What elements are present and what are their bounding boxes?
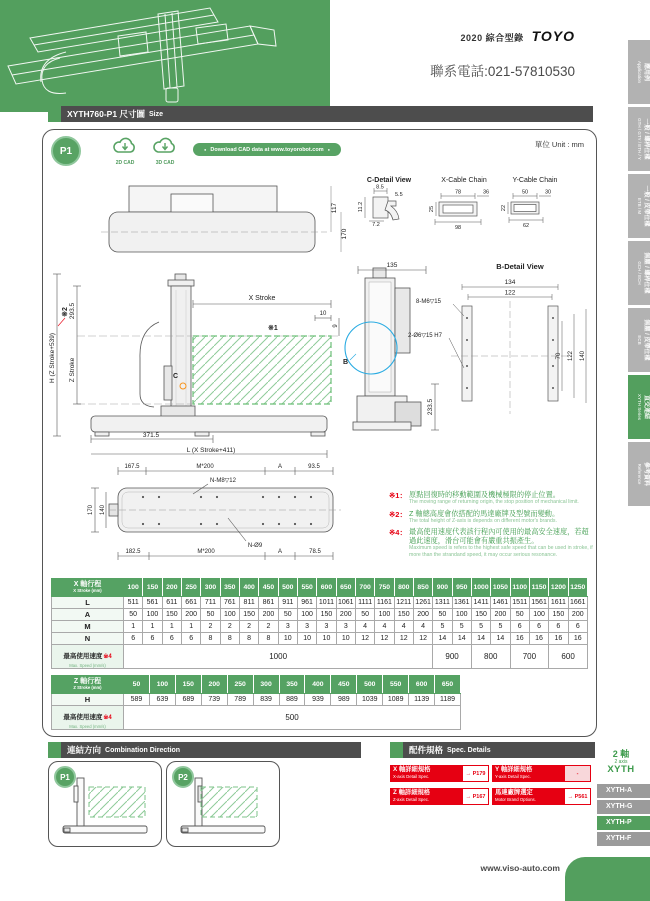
- b-detail-view: [449, 284, 586, 414]
- dim-30: 30: [545, 189, 552, 196]
- dim-182-5: 182.5: [125, 549, 141, 555]
- spec-link-z-axis[interactable]: Z 軸詳細規格 Z-axis Detail Spec. → P167: [390, 788, 489, 805]
- dim-8-5: 8.5: [376, 184, 384, 191]
- unit-label: 單位 Unit : mm: [534, 140, 584, 149]
- dim-371-5: 371.5: [142, 432, 160, 439]
- dim-9: 9: [333, 324, 339, 328]
- dim-293-5: 293.5: [69, 302, 76, 320]
- dim-h-total: H (Z Stroke+539): [49, 332, 56, 384]
- dim-a-bottom: A: [277, 549, 283, 555]
- footnotes: [389, 490, 595, 561]
- label-z-stroke: Z Stroke: [69, 357, 76, 383]
- dim-122-right: 122: [568, 350, 574, 362]
- p2-badge: P2: [172, 766, 194, 788]
- spec-link-motor-brand[interactable]: 馬達廠牌選定 Motor Brand Options. → P561: [492, 788, 591, 805]
- size-section-header: [48, 106, 593, 122]
- dim-93-5: 93.5: [308, 464, 320, 470]
- label-2-o6-h7: 2-Ø6▽15 H7: [408, 333, 442, 339]
- dim-70: 70: [556, 352, 562, 360]
- label-c-callout: C: [173, 373, 179, 380]
- tab-xyth-a[interactable]: XYTH-A: [597, 784, 650, 798]
- sidebar-item-application[interactable]: 應用例 Application: [628, 40, 650, 104]
- label-b-callout: B: [343, 359, 349, 366]
- gantry-wireframe-illustration: [0, 0, 330, 112]
- dim-l-total: L (X Stroke+411): [186, 447, 236, 454]
- spec-link-x-axis[interactable]: X 軸詳細規格 X-axis Detail Spec. → P179: [390, 765, 489, 782]
- spec-link-y-axis[interactable]: Y 軸詳細規格 Y-axis Detail Spec. -: [492, 765, 591, 782]
- green-square-bullet: [390, 742, 403, 758]
- dim-135: 135: [386, 262, 398, 269]
- series-label: 2 軸 2 axis XYTH: [607, 749, 635, 776]
- brand-block: [360, 28, 575, 80]
- dim-167-5: 167.5: [124, 464, 140, 470]
- toyo-logo: TOYO: [531, 28, 575, 44]
- dim-m200-bottom: M*200: [197, 549, 215, 555]
- stroke-envelope-hatch: [193, 336, 331, 404]
- label-8-m6: 8-M6▽15: [416, 299, 441, 305]
- sidebar-item-etb-m[interactable]: 一般 / 皮帶仕樣 ETB / M: [628, 174, 650, 238]
- dim-78: 78: [454, 189, 462, 196]
- dim-5-5: 5.5: [395, 192, 403, 198]
- label-x-stroke: X Stroke: [248, 295, 276, 302]
- green-corner-block: [565, 857, 650, 901]
- z-stroke-table: Z 軸行程 Z Stroke (mm) 50 100 150 200 250 300 350 400 450 500 550 600 650 H 589 639 689 739 789 839 889 939 989 1039 1089 1139 1189 最高使用速度※4 Max. Speed (mm/s) 500: [51, 675, 461, 730]
- spec-section-header: 配件規格 Spec. Details: [390, 742, 595, 758]
- mark-note1: ※1: [268, 325, 278, 332]
- dim-98: 98: [454, 225, 462, 231]
- cloud-download-icon: [150, 136, 180, 156]
- page-title-en: Size: [148, 110, 163, 118]
- x-cable-chain-view: [435, 193, 489, 225]
- page-ref: -: [564, 765, 591, 782]
- dim-140-right: 140: [580, 350, 586, 362]
- dim-117: 117: [331, 202, 338, 214]
- page-title: XYTH760-P1 尺寸圖: [67, 109, 145, 119]
- sidebar-item-ecb[interactable]: 無塵 / 皮帶仕樣 ECB: [628, 308, 650, 372]
- p2-diagram: [173, 774, 273, 842]
- mark-note2: ※2: [62, 307, 69, 317]
- label-n-m8: N-M8▽12: [210, 478, 236, 484]
- y-cable-chain-view: [508, 193, 551, 223]
- sidebar-item-xyth-series[interactable]: 直交連結 XYTH Series: [628, 375, 650, 439]
- b-detail-title: B-Detail View: [496, 262, 544, 271]
- tab-xyth-f[interactable]: XYTH-F: [597, 832, 650, 846]
- sidebar-item-reference[interactable]: 參考資料 Reference: [628, 442, 650, 506]
- cloud-download-icon: [110, 136, 140, 156]
- side-view: [345, 266, 439, 430]
- combination-p1-box: [48, 761, 162, 847]
- tab-xyth-g[interactable]: XYTH-G: [597, 800, 650, 814]
- x-chain-title: X-Cable Chain: [441, 177, 487, 184]
- dim-134: 134: [504, 279, 516, 286]
- download-cad-link[interactable]: ● Download CAD data at www.toyorobot.com ●: [193, 143, 341, 156]
- page-ref[interactable]: → P167: [462, 788, 489, 805]
- top-view: [101, 186, 341, 252]
- label-n-o9: N-Ø9: [247, 543, 263, 549]
- dim-62: 62: [522, 223, 530, 229]
- combination-section-header: 連結方向 Combination Direction: [48, 742, 361, 758]
- dim-36: 36: [483, 189, 490, 196]
- sidebar-item-gch-ech[interactable]: 無塵 / 螺桿仕樣 GCH / ECH: [628, 241, 650, 305]
- tab-xyth-p[interactable]: XYTH-P: [597, 816, 650, 830]
- dim-10: 10: [319, 311, 327, 317]
- dim-233-5: 233.5: [427, 398, 434, 416]
- dim-122-top: 122: [504, 289, 516, 297]
- p1-badge: P1: [51, 136, 81, 166]
- green-square-bullet: [48, 742, 61, 758]
- footnote-4: ※4： 最高使用速度代表該行程內可使用的最高安全速度，若超過此速度，滑台可能會有嚴重共振產生。 Maximum speed is refers to the highest safe speed that can be used in stroke, if more than the strandand speed, it may occur serious resonance.: [389, 527, 593, 558]
- dim-11-2: 11.2: [358, 201, 364, 213]
- y-chain-title: Y-Cable Chain: [512, 177, 558, 184]
- x-stroke-table: X 軸行程 X Stroke (mm) 100 150 200 250 300 350 400 450 500 550 600 650 700 750 800 850 900 950 1000 1050 1100 1150 1200 1250 L 511 561 611 661 711 761 811 861 911 961 1011 1061 1111 1161 1211 1261 1311 1361 1411 1461 1511 1561 1611 1661 A 50 100 150 200 50 100 150 200 50 100 150 200 50 100 150 200 50 100 150 200 50 100 150 200 M 1 1 1 1 2 2 2 2 3 3 3 3 4 4 4 4 5 5 5 5 6 6 6 6 N 6 6 6 6 8 8 8 8 10 10 10 10 12 12 12 12 14 14 14 14 16 16 16 16 最高使用速度※4 Max. Speed (mm/s) 1000 900 800 700 600: [51, 578, 588, 669]
- dim-22: 22: [501, 204, 507, 212]
- catalog-edition: 2020 綜合型錄: [460, 33, 524, 43]
- sidebar-item-gth-gty-eth-y[interactable]: 一般 / 螺桿仕樣 GTH / GTY / ETH / Y: [628, 107, 650, 171]
- footnote-1: ※1： 原點回復時的移動範圍及機械極限的停止位置。 The moving range of returning origin, the stop position of mechanical limit.: [389, 490, 579, 505]
- page-ref[interactable]: → P179: [462, 765, 489, 782]
- green-square-bullet: [48, 106, 61, 122]
- footnote-2: ※2： Z 軸總高度會依搭配的馬達廠牌及型號而變動。 The total height of Z-axis is depends on different motor's brands.: [389, 508, 560, 524]
- combination-p2-box: [166, 761, 280, 847]
- dimension-panel: [42, 129, 597, 737]
- download-3d-cad-button[interactable]: 3D CAD: [147, 136, 183, 166]
- page-ref[interactable]: → P561: [564, 788, 591, 805]
- dim-7-2: 7.2: [372, 222, 380, 228]
- c-detail-title: C-Detail View: [366, 177, 412, 184]
- dim-50: 50: [521, 189, 529, 196]
- dim-m200-top: M*200: [196, 464, 214, 470]
- hero-product-drawing: [0, 0, 330, 112]
- p1-diagram: [55, 774, 155, 842]
- dim-78-5: 78.5: [309, 549, 321, 555]
- dim-170: 170: [341, 228, 348, 240]
- website-url: www.viso-auto.com: [480, 863, 560, 873]
- dim-a-top: A: [277, 464, 283, 470]
- dim-25: 25: [429, 205, 435, 213]
- download-2d-cad-button[interactable]: 2D CAD: [107, 136, 143, 166]
- dim-140-bottom: 140: [100, 504, 106, 516]
- dim-170-bottom: 170: [88, 504, 94, 516]
- contact-phone: 聯系電話:021-57810530: [430, 64, 575, 79]
- p1-badge: P1: [54, 766, 76, 788]
- c-detail-view: [365, 188, 399, 221]
